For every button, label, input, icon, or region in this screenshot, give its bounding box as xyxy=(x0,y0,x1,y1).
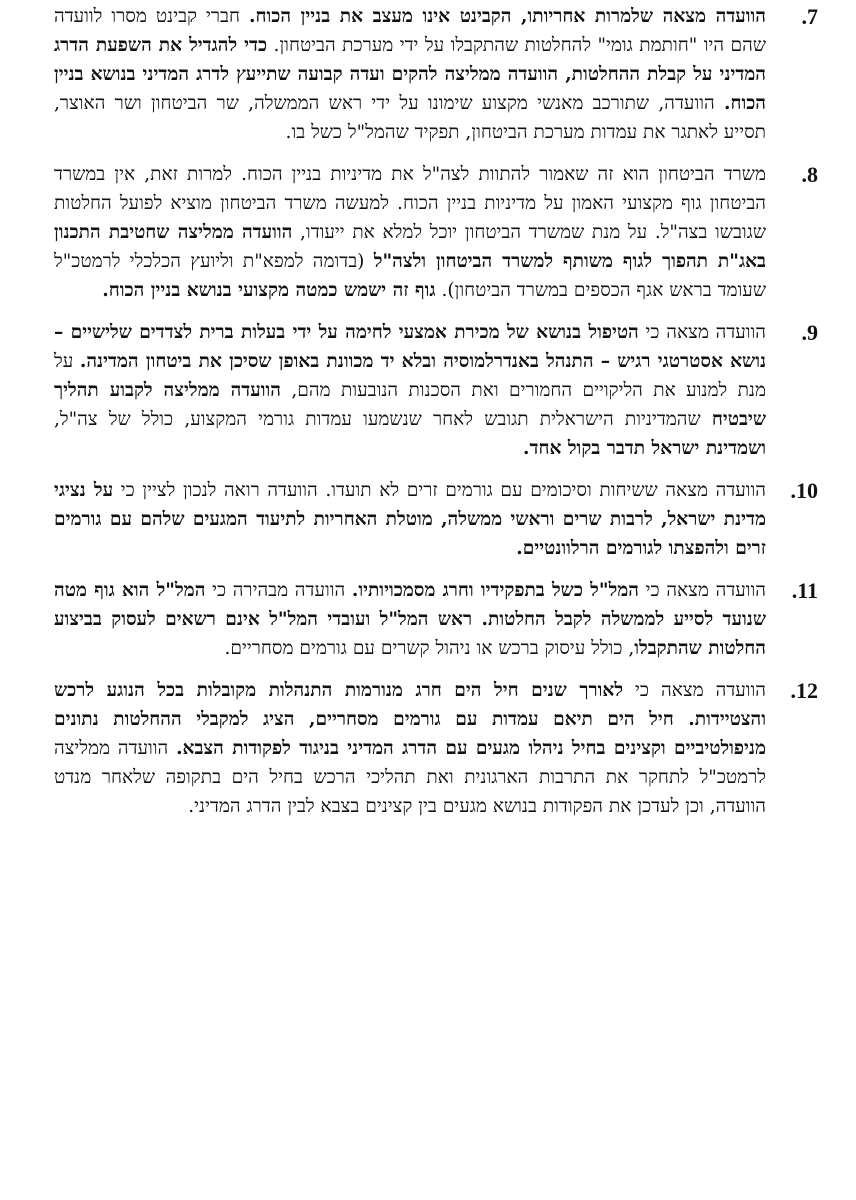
finding-item-7 xyxy=(54,2,818,147)
finding-item-12 xyxy=(54,676,818,821)
item-body xyxy=(54,160,766,305)
text-bold: הוועדה מצאה שלמרות אחריותו, הקבינט אינו מעצב את בניין הכוח. xyxy=(249,6,767,27)
text-bold: המל"ל הוא גוף מטה שנועד לסייע לממשלה לקבל החלטות. ראש המל"ל ועובדי המל"ל אינם רשאים לעסוק בביצוע החלטות שהתקבלו xyxy=(54,580,766,659)
text-regular: הוועדה מבהירה כי xyxy=(205,580,352,601)
item-number: 10. xyxy=(790,478,818,503)
text-regular: הוועדה מצאה ששיחות וסיכומים עם גורמים זרים לא תועדו. הוועדה רואה לנכון לציין כי xyxy=(113,480,767,501)
finding-item-10 xyxy=(54,476,818,563)
text-regular: חברי קבינט מסרו לוועדה שהם היו "חותמת גומי" להחלטות שהתקבלו על ידי מערכת הביטחון. xyxy=(54,6,767,56)
item-number: 9. xyxy=(801,320,818,345)
text-regular: הוועדה ממליצה לרמטכ"ל לתחקר את התרבות הארגונית ואת תהליכי הרכש בחיל הים בתקופה שלאחר מנדט הוועדה, וכן לעדכן את הפקודות בנושא מגעים בין קצינים בצבא לבין הדרג המדיני. xyxy=(54,738,766,817)
item-number: 11. xyxy=(791,578,818,603)
item-number: 7. xyxy=(801,4,818,29)
text-regular: (בדומה למפא"ת וליועץ הכלכלי לרמטכ"ל שעומד בראש אגף הכספים במשרד הביטחון). xyxy=(54,251,766,301)
item-number: 8. xyxy=(801,162,818,187)
text-regular: הוועדה מצאה כי xyxy=(639,580,766,601)
item-body xyxy=(54,2,766,147)
finding-item-9 xyxy=(54,318,818,463)
text-regular: הוועדה מצאה כי xyxy=(638,322,766,343)
item-body xyxy=(54,676,766,821)
text-regular: הוועדה, שתורכב מאנשי מקצוע שימונו על ידי ראש הממשלה, שר הביטחון ושר האוצר, תסייע לאתגר את עמדות מערכת הביטחון, תפקיד שהמל"ל כשל בו. xyxy=(54,93,766,143)
text-bold: הוועדה ממליצה שחטיבת התכנון באג"ת תהפוך לגוף משותף למשרד הביטחון ולצה"ל xyxy=(54,222,766,272)
text-regular: על מנת למנוע את הליקויים החמורים ואת הסכנות הנובעות מהם, xyxy=(54,351,766,401)
text-bold: לאורך שנים חיל הים חרג מנורמות התנהלות מקובלות בכל הנוגע לרכש והצטיידות. חיל הים תיאם עמדות עם גורמים מסחריים, הציג למקבלי ההחלטות נתונים מניפולטיביים וקצינים בחיל ניהלו מגעים עם הדרג המדיני בניגוד לפקודות הצבא. xyxy=(54,680,766,759)
item-body xyxy=(54,476,766,563)
text-bold: הוועדה ממליצה לקבוע תהליך שיבטיח xyxy=(54,380,766,430)
text-regular: הוועדה מצאה כי xyxy=(623,680,766,701)
text-regular: , כולל עיסוק ברכש או ניהול קשרים עם גורמים מסחריים. xyxy=(224,638,635,659)
item-number: 12. xyxy=(790,678,818,703)
item-body xyxy=(54,576,766,663)
text-regular: משרד הביטחון הוא זה שאמור להתוות לצה"ל את מדיניות בניין הכוח. למרות זאת, אין במשרד הביטחון גוף מקצועי האמון על מדיניות בניין הכוח. למעשה משרד הביטחון מוציא לפועל החלטות שגובשו בצה"ל. על מנת שמשרד הביטחון יוכל למלא את ייעודו, xyxy=(54,164,766,243)
text-bold: כדי להגדיל את השפעת הדרג המדיני על קבלת ההחלטות, הוועדה ממליצה להקים ועדה קבועה שתייעץ לדרג המדיני בנושא בניין הכוח. xyxy=(54,35,766,114)
text-bold: ושמדינת ישראל תדבר בקול אחד. xyxy=(523,438,766,459)
text-bold: המל"ל כשל בתפקידיו וחרג מסמכויותיו. xyxy=(351,580,639,601)
finding-item-8 xyxy=(54,160,818,305)
text-bold: הטיפול בנושא של מכירת אמצעי לחימה על ידי בעלות ברית לצדדים שלישיים – נושא אסטרטגי רגיש – התנהל באנדרלמוסיה ובלא יד מכוונת באופן שסיכן את ביטחון המדינה. xyxy=(54,322,766,372)
document-page xyxy=(54,0,818,821)
item-body xyxy=(54,318,766,463)
text-bold: על נציגי מדינת ישראל, לרבות שרים וראשי ממשלה, מוטלת האחריות לתיעוד המגעים שלהם עם גורמים זרים ולהפצתו לגורמים הרלוונטיים. xyxy=(54,480,766,559)
finding-item-11 xyxy=(54,576,818,663)
text-bold: גוף זה ישמש כמטה מקצועי בנושא בניין הכוח. xyxy=(102,280,436,301)
text-regular: שהמדיניות הישראלית תגובש לאחר שנשמעו עמדות גורמי המקצוע, כולל של צה"ל, xyxy=(54,409,712,430)
